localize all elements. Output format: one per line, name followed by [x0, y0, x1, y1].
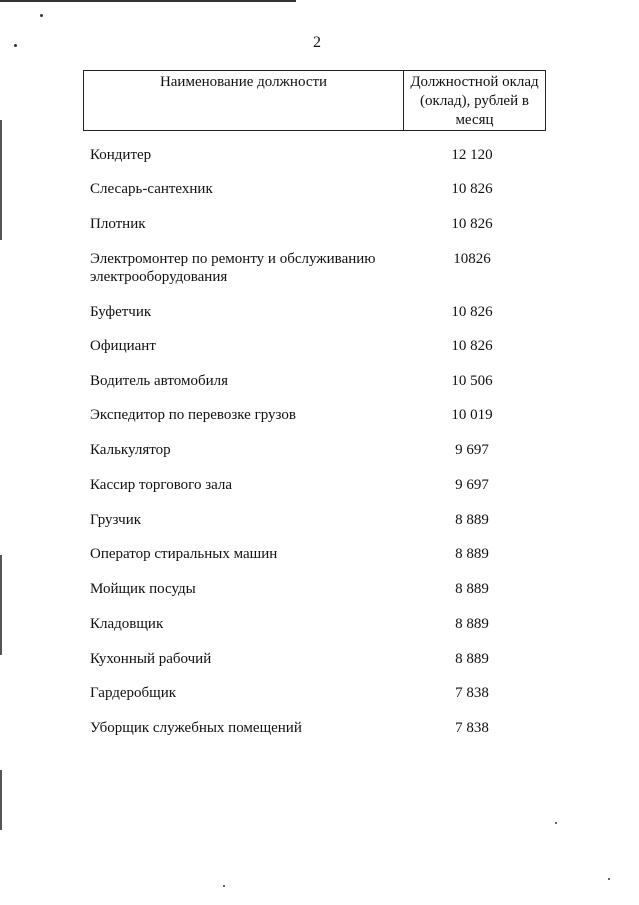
position-name: Калькулятор — [90, 442, 171, 458]
salary-value: 8 889 — [455, 581, 489, 597]
page-number: 2 — [313, 34, 321, 51]
salary-value: 8 889 — [455, 651, 489, 667]
salary-value: 10 019 — [451, 407, 493, 423]
salary-value: 12 120 — [451, 147, 493, 163]
position-name: Оператор стиральных машин — [90, 546, 278, 562]
salary-value: 8 889 — [455, 546, 489, 562]
salary-value: 9 697 — [455, 477, 489, 493]
salary-value: 8 889 — [455, 616, 489, 632]
position-name: Электромонтер по ремонту и обслуживанию электрооборудования — [90, 251, 376, 285]
position-name: Грузчик — [90, 512, 142, 528]
position-name: Плотник — [90, 216, 146, 232]
scan-speck — [223, 885, 225, 887]
scan-artifact-line — [0, 0, 296, 2]
scan-speck — [555, 822, 557, 824]
salary-value: 10826 — [453, 251, 491, 267]
scan-speck — [40, 14, 43, 17]
position-name: Кухонный рабочий — [90, 651, 212, 667]
position-name: Кладовщик — [90, 616, 164, 632]
position-name: Слесарь-сантехник — [90, 181, 213, 197]
position-name: Экспедитор по перевозке грузов — [90, 407, 296, 423]
salary-value: 7 838 — [455, 720, 489, 736]
scan-artifact-edge — [0, 555, 2, 655]
salary-value: 7 838 — [455, 685, 489, 701]
salary-value: 10 826 — [451, 216, 493, 232]
position-name: Водитель автомобиля — [90, 373, 228, 389]
salary-value: 9 697 — [455, 442, 489, 458]
scan-speck — [608, 878, 610, 880]
position-name: Буфетчик — [90, 304, 152, 320]
header-salary: Должностной оклад (оклад), рублей в месяц — [404, 71, 546, 131]
salary-value: 10 826 — [451, 304, 493, 320]
position-name: Кондитер — [90, 147, 152, 163]
position-name: Мойщик посуды — [90, 581, 196, 597]
salary-value: 8 889 — [455, 512, 489, 528]
scan-artifact-edge — [0, 770, 2, 830]
position-name: Официант — [90, 338, 156, 354]
salary-value: 10 826 — [451, 181, 493, 197]
table-header — [83, 70, 546, 131]
position-name: Гардеробщик — [90, 685, 177, 701]
header-position-name: Наименование должности — [84, 71, 404, 131]
position-name: Уборщик служебных помещений — [90, 720, 302, 736]
salary-value: 10 826 — [451, 338, 493, 354]
position-name: Кассир торгового зала — [90, 477, 233, 493]
salary-value: 10 506 — [451, 373, 493, 389]
scan-artifact-edge — [0, 120, 2, 240]
